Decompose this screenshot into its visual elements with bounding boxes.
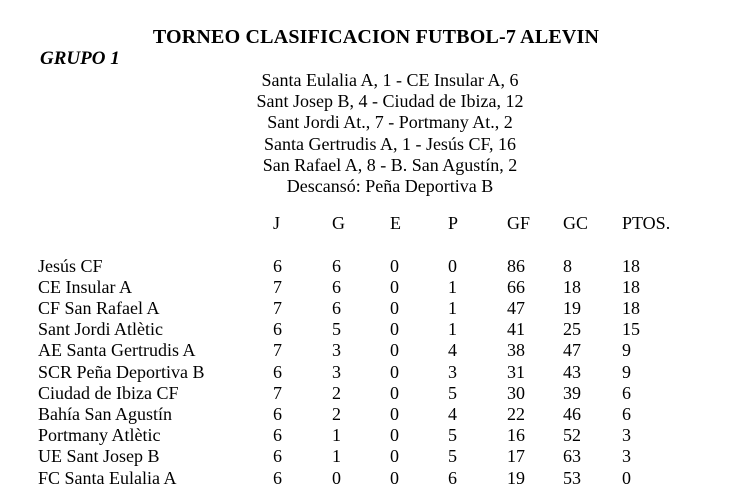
stat-value: 15: [622, 319, 640, 340]
stat-value: 1: [448, 298, 457, 319]
stat-value: 53: [563, 467, 581, 488]
stat-value: 6: [273, 361, 282, 382]
table-row: [0, 468, 737, 489]
team-name: AE Santa Gertrudis A: [38, 340, 196, 361]
stat-value: 0: [390, 298, 399, 319]
stat-value: 18: [622, 276, 640, 297]
stat-value: 0: [390, 425, 399, 446]
team-name: CF San Rafael A: [38, 298, 160, 319]
stat-value: 6: [273, 319, 282, 340]
team-name: Portmany Atlètic: [38, 425, 161, 446]
column-header: J: [273, 213, 281, 234]
result-line: Sant Jordi At., 7 - Portmany At., 2: [267, 112, 513, 133]
column-header: PTOS.: [622, 213, 671, 234]
stat-value: 0: [390, 361, 399, 382]
stat-value: 5: [448, 382, 457, 403]
stat-value: 30: [507, 382, 525, 403]
stat-value: 47: [563, 340, 581, 361]
stat-value: 6: [273, 446, 282, 467]
stat-value: 5: [448, 446, 457, 467]
standings-rows: [0, 256, 737, 489]
result-line: San Rafael A, 8 - B. San Agustín, 2: [262, 154, 518, 175]
stat-value: 3: [332, 361, 341, 382]
stat-value: 4: [448, 340, 457, 361]
stat-value: 17: [507, 446, 525, 467]
stat-value: 39: [563, 382, 581, 403]
stat-value: 38: [507, 340, 525, 361]
stat-value: 6: [273, 255, 282, 276]
stat-value: 2: [332, 404, 341, 425]
stat-value: 1: [448, 276, 457, 297]
table-row: [0, 383, 737, 404]
stat-value: 7: [273, 276, 282, 297]
team-name: Sant Jordi Atlètic: [38, 319, 163, 340]
stat-value: 6: [273, 425, 282, 446]
stat-value: 46: [563, 404, 581, 425]
table-row: [0, 277, 737, 298]
stat-value: 19: [507, 467, 525, 488]
stat-value: 0: [390, 446, 399, 467]
table-row: [0, 298, 737, 319]
match-results-block: [0, 70, 737, 197]
standings-table: [0, 213, 737, 489]
stat-value: 0: [332, 467, 341, 488]
column-header: E: [390, 213, 401, 234]
stat-value: 0: [448, 255, 457, 276]
stat-value: 63: [563, 446, 581, 467]
stat-value: 4: [448, 404, 457, 425]
team-name: SCR Peña Deportiva B: [38, 361, 205, 382]
stat-value: 18: [622, 255, 640, 276]
team-name: Jesús CF: [38, 255, 103, 276]
stat-value: 0: [390, 382, 399, 403]
stat-value: 7: [273, 298, 282, 319]
team-name: Bahía San Agustín: [38, 404, 172, 425]
stat-value: 2: [332, 382, 341, 403]
stat-value: 22: [507, 404, 525, 425]
stat-value: 66: [507, 276, 525, 297]
stat-value: 5: [332, 319, 341, 340]
column-header: GF: [507, 213, 531, 234]
table-row: [0, 362, 737, 383]
stat-value: 7: [273, 382, 282, 403]
table-spacer: [0, 234, 737, 255]
stat-value: 86: [507, 255, 525, 276]
stat-value: 0: [390, 276, 399, 297]
stat-value: 9: [622, 340, 631, 361]
group-heading: GRUPO 1: [40, 48, 120, 69]
stat-value: 6: [332, 276, 341, 297]
stat-value: 1: [332, 425, 341, 446]
page-title: TORNEO CLASIFICACION FUTBOL-7 ALEVIN: [152, 26, 600, 48]
table-row: [0, 340, 737, 361]
column-header: GC: [563, 213, 589, 234]
team-name: UE Sant Josep B: [38, 446, 160, 467]
stat-value: 0: [390, 319, 399, 340]
stat-value: 0: [622, 467, 631, 488]
stat-value: 3: [622, 425, 631, 446]
stat-value: 6: [332, 298, 341, 319]
stat-value: 0: [390, 255, 399, 276]
stat-value: 25: [563, 319, 581, 340]
stat-value: 6: [273, 467, 282, 488]
stat-value: 7: [273, 340, 282, 361]
team-name: CE Insular A: [38, 276, 132, 297]
result-line: Santa Eulalia A, 1 - CE Insular A, 6: [261, 70, 519, 90]
team-name: FC Santa Eulalia A: [38, 467, 177, 488]
stat-value: 3: [448, 361, 457, 382]
stat-value: 1: [448, 319, 457, 340]
column-header: G: [332, 213, 345, 234]
stat-value: 3: [332, 340, 341, 361]
table-row: [0, 425, 737, 446]
stat-value: 18: [622, 298, 640, 319]
column-header: P: [448, 213, 459, 234]
stat-value: 8: [563, 255, 572, 276]
table-row: [0, 446, 737, 467]
stat-value: 52: [563, 425, 581, 446]
stat-value: 43: [563, 361, 581, 382]
stat-value: 1: [332, 446, 341, 467]
stat-value: 19: [563, 298, 581, 319]
stat-value: 6: [622, 404, 631, 425]
stat-value: 47: [507, 298, 525, 319]
stat-value: 6: [332, 255, 341, 276]
table-row: [0, 319, 737, 340]
result-line: Descansó: Peña Deportiva B: [286, 176, 494, 197]
stat-value: 31: [507, 361, 525, 382]
stat-value: 6: [622, 382, 631, 403]
stat-value: 0: [390, 340, 399, 361]
table-row: [0, 256, 737, 277]
stat-value: 9: [622, 361, 631, 382]
stat-value: 6: [448, 467, 457, 488]
result-line: Santa Gertrudis A, 1 - Jesús CF, 16: [263, 133, 517, 154]
stat-value: 0: [390, 404, 399, 425]
table-row: [0, 404, 737, 425]
stat-value: 5: [448, 425, 457, 446]
stat-value: 16: [507, 425, 525, 446]
stat-value: 0: [390, 467, 399, 488]
stat-value: 6: [273, 404, 282, 425]
standings-header-row: [0, 213, 737, 234]
stat-value: 3: [622, 446, 631, 467]
stat-value: 41: [507, 319, 525, 340]
team-name: Ciudad de Ibiza CF: [38, 382, 179, 403]
team-column-spacer: [38, 213, 273, 234]
result-line: Sant Josep B, 4 - Ciudad de Ibiza, 12: [256, 91, 524, 112]
stat-value: 18: [563, 276, 581, 297]
